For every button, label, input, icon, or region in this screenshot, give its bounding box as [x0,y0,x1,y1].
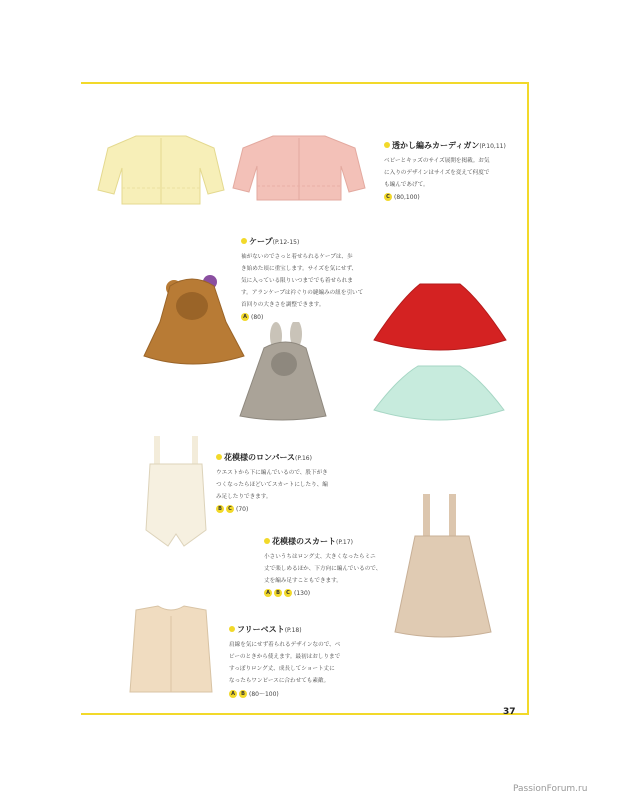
item-description: 小さいうちはロング丈、大きくなったらミニ 丈で楽しめるほか、下方向に編んでいるので、 丈を編み足すこともできます。 [264,554,382,584]
vest-image [128,604,214,696]
bunny-cape-image [236,322,328,422]
size-badge-icon: C [284,589,292,597]
item-description: ウエストから下に編んでいるので、股下がき つくなったらほどいてスカートにしたり、編 み足したりできます。 [216,470,328,500]
yellow-cardigan-image [96,128,226,208]
bullet-dot-icon [264,538,270,544]
bullet-dot-icon [384,142,390,148]
item-romper [216,452,352,513]
page-number: 37 [503,707,516,717]
size-info: B C (70) [216,505,352,513]
red-cape-image [372,280,508,356]
size-badge-icon: B [274,589,282,597]
item-skirt [264,536,396,597]
item-description: ベビーとキッズのサイズ展開を掲載。お気 に入りのデザインはサイズを変えて何度で も編んであげて。 [384,158,490,188]
skirt-image [393,492,493,638]
watermark: PassionForum.ru [513,784,588,794]
bullet-dot-icon [216,454,222,460]
item-title: フリーベスト(P.18) [229,624,365,635]
item-cardigan [384,140,520,201]
size-info: C (80,100) [384,193,520,201]
romper-image [144,434,208,548]
item-title: 透かし編みカーディガン(P.10,11) [384,140,520,151]
item-title: ケープ(P.12-15) [241,236,377,247]
item-description: 袖がないのでさっと着せられるケープは、歩 き始めた頃に重宝します。サイズを気にせず、 気に入っている限りいつまででも着せられま す。アランケープは衿ぐりの縫編みの紐を引いて 首回りの大きさを調整できます。 [241,254,364,308]
item-description: 肩線を気にせず着られるデザインなので、ベ ビーのときから使えます。最初はおしりまで すっぽりロング丈、成長してショート丈に なったらワンピースに合わせても素敵。 [229,642,341,684]
size-info: A B C (130) [264,589,396,597]
item-title: 花模様のロンパース(P.16) [216,452,352,463]
size-badge-icon: A [229,690,237,698]
size-badge-icon: B [239,690,247,698]
pink-cardigan-image [231,130,367,204]
item-cape [241,236,377,321]
size-info: A (80) [241,313,377,321]
size-badge-icon: A [241,313,249,321]
bullet-dot-icon [229,626,235,632]
size-badge-icon: C [226,505,234,513]
bear-cape-image [140,272,246,368]
size-badge-icon: A [264,589,272,597]
size-badge-icon: B [216,505,224,513]
bullet-dot-icon [241,238,247,244]
mint-cape-image [372,364,506,424]
item-title: 花模様のスカート(P.17) [264,536,396,547]
size-badge-icon: C [384,193,392,201]
item-vest [229,624,365,698]
size-info: A B (80〜100) [229,689,365,698]
